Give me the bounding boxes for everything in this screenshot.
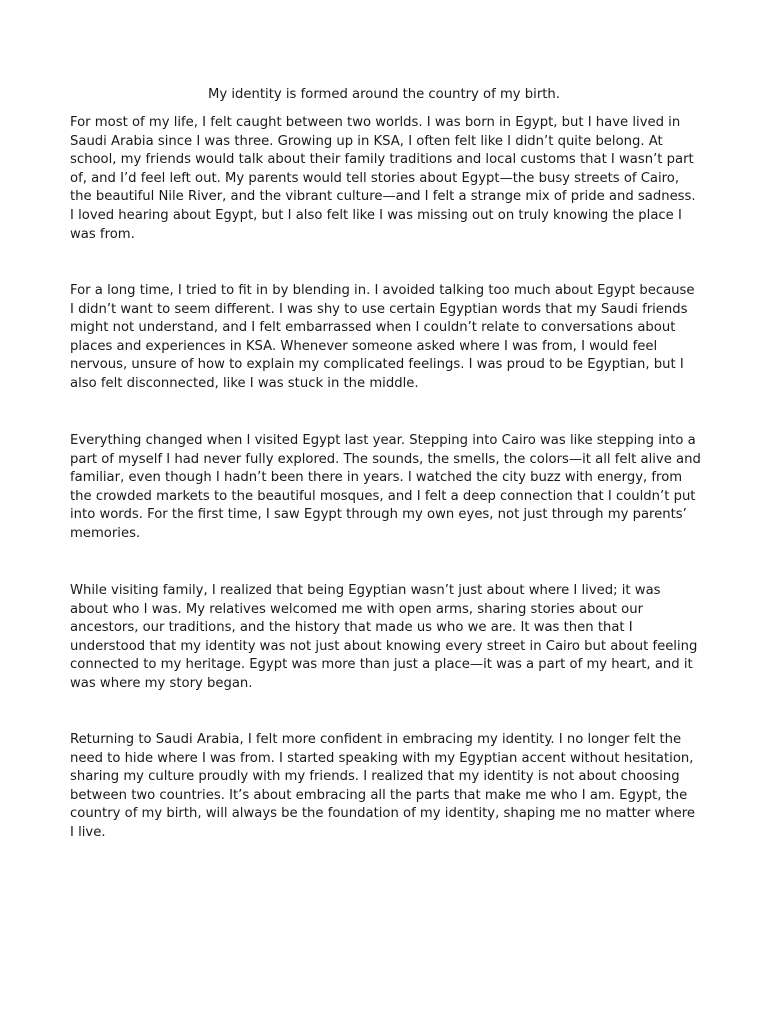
document-title: My identity is formed around the country of my birth. [208,87,560,102]
paragraph-5: Returning to Saudi Arabia, I felt more confident in embracing my identity. I no longer felt the need to hide where I was from. I started speaking with my Egyptian accent without hesitation, sharing my culture proudly with my friends. I realized that my identity is not about choosing between two countries. It’s about embracing all the parts that make me who I am. Egypt, the country of my birth, will always be the foundation of my identity, shaping me no matter where I live. [70,732,696,840]
paragraph-1: For most of my life, I felt caught between two worlds. I was born in Egypt, but I have lived in Saudi Arabia since I was three. Growing up in KSA, I often felt like I didn’t quite belong. At school, my friends would talk about their family traditions and local customs that I wasn’t part of, and I’d feel left out. My parents would tell stories about Egypt—the busy streets of Cairo, the beautiful Nile River, and the vibrant culture—and I felt a strange mix of pride and sadness. I loved hearing about Egypt, but I also felt like I was missing out on truly knowing the place I was from. [70,115,696,242]
paragraph-2: For a long time, I tried to fit in by blending in. I avoided talking too much about Egypt because I didn’t want to seem different. I was shy to use certain Egyptian words that my Saudi friends might not understand, and I felt embarrassed when I couldn’t relate to conversations about places and experiences in KSA. Whenever someone asked where I was from, I would feel nervous, unsure of how to explain my complicated feelings. I was proud to be Egyptian, but I also felt disconnected, like I was stuck in the middle. [70,283,695,391]
paragraph-3: Everything changed when I visited Egypt last year. Stepping into Cairo was like stepping into a part of myself I had never fully explored. The sounds, the smells, the colors—it all felt alive and familiar, even though I hadn’t been there in years. I watched the city buzz with energy, from the crowded markets to the beautiful mosques, and I felt a deep connection that I couldn’t put into words. For the first time, I saw Egypt through my own eyes, not just through my parents’ memories. [70,433,701,541]
paragraph-4: While visiting family, I realized that being Egyptian wasn’t just about where I lived; it was about who I was. My relatives welcomed me with open arms, sharing stories about our ancestors, our traditions, and the history that made us who we are. It was then that I understood that my identity was not just about knowing every street in Cairo but about feeling connected to my heritage. Egypt was more than just a place—it was a part of my heart, and it was where my story began. [70,583,698,691]
